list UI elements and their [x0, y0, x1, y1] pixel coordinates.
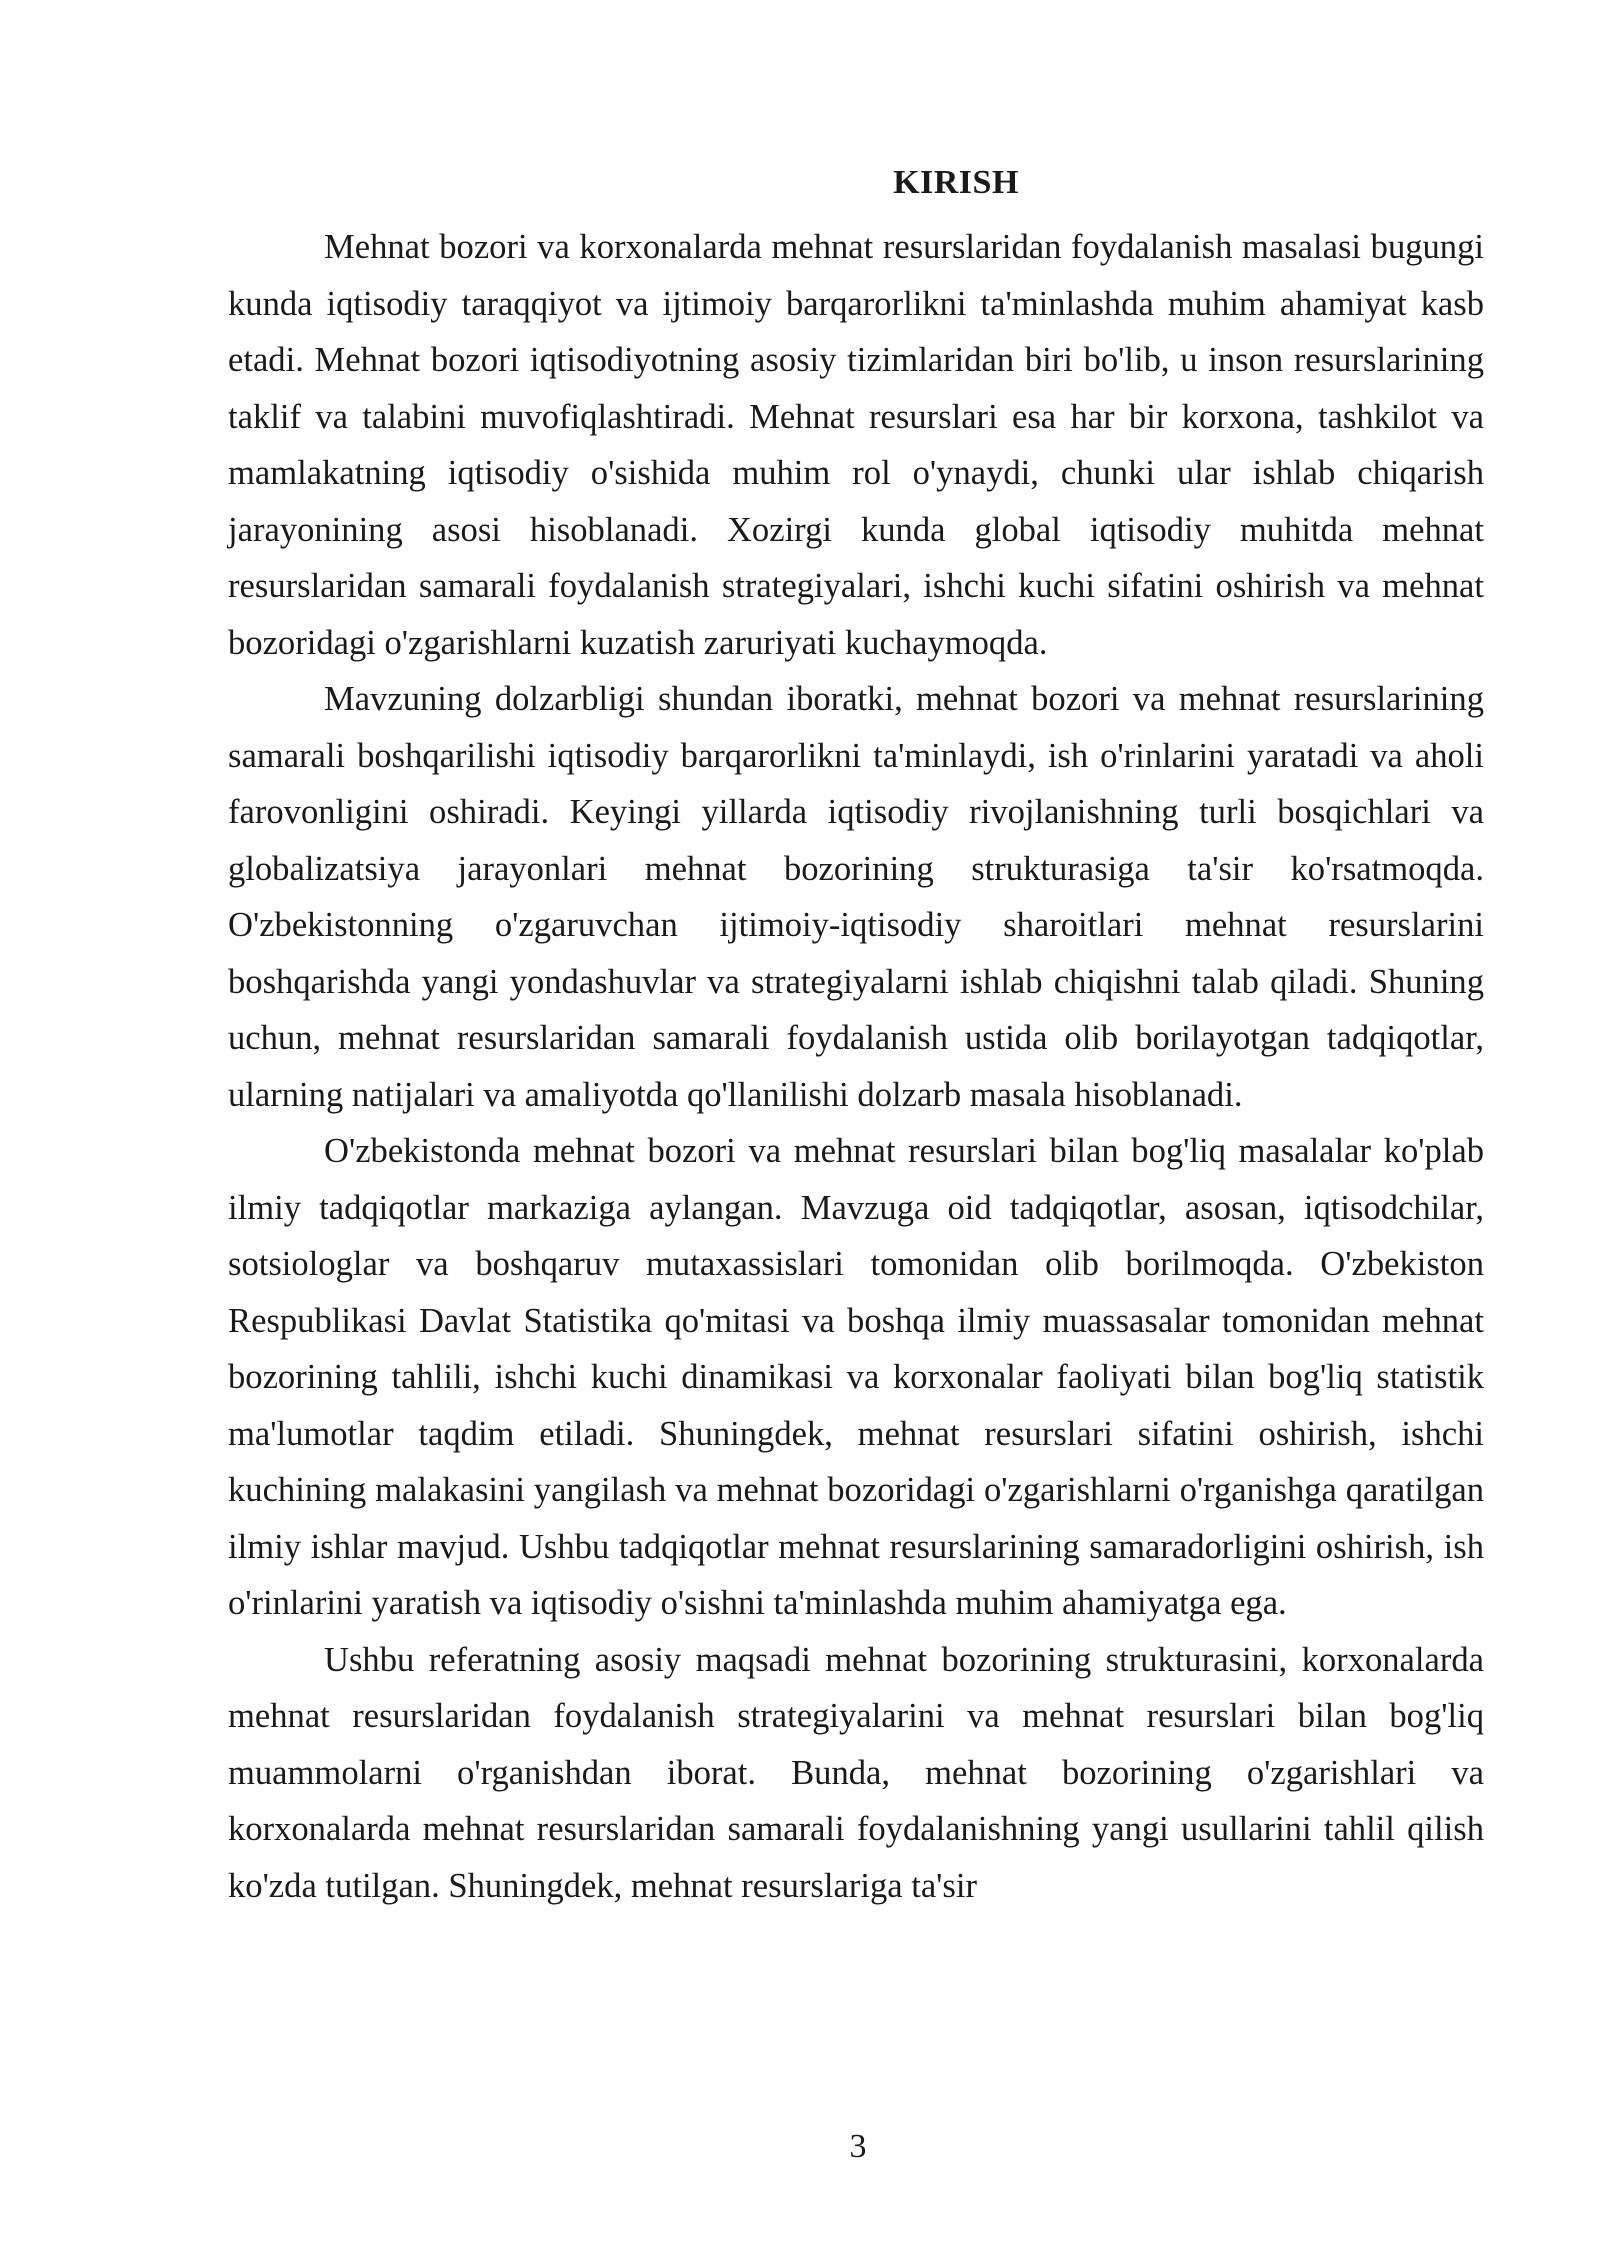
section-heading: KIRISH — [893, 164, 1019, 201]
paragraph-1: Mehnat bozori va korxonalarda mehnat resurslaridan foydalanish masalasi bugungi kunda iqtisodiy taraqqiyot va ijtimoiy barqarorlikni ta'minlashda muhim ahamiyat kasb etadi. Mehnat bozori iqtisodiyotning asosiy tizimlaridan biri bo'lib, u inson resurslarining taklif va talabini muvofiqlashtiradi. Mehnat resurslari esa har bir korxona, tashkilot va mamlakatning iqtisodiy o'sishida muhim rol o'ynaydi, chunki ular ishlab chiqarish jarayonining asosi hisoblanadi. Xozirgi kunda global iqtisodiy muhitda mehnat resurslaridan samarali foydalanish strategiyalari, ishchi kuchi sifatini oshirish va mehnat bozoridagi o'zgarishlarni kuzatish zaruriyati kuchaymoqda. — [228, 228, 1484, 662]
paragraph-3: O'zbekistonda mehnat bozori va mehnat resurslari bilan bog'liq masalalar ko'plab ilmiy tadqiqotlar markaziga aylangan. Mavzuga oid tadqiqotlar, asosan, iqtisodchilar, sotsiologlar va boshqaruv mutaxassislari tomonidan olib borilmoqda. O'zbekiston Respublikasi Davlat Statistika qo'mitasi va boshqa ilmiy muassasalar tomonidan mehnat bozorining tahlili, ishchi kuchi dinamikasi va korxonalar faoliyati bilan bog'liq statistik ma'lumotlar taqdim etiladi. Shuningdek, mehnat resurslari sifatini oshirish, ishchi kuchining malakasini yangilash va mehnat bozoridagi o'zgarishlarni o'rganishga qaratilgan ilmiy ishlar mavjud. Ushbu tadqiqotlar mehnat resurslarining samaradorligini oshirish, ish o'rinlarini yaratish va iqtisodiy o'sishni ta'minlashda muhim ahamiyatga ega. — [228, 1132, 1484, 1622]
paragraph-2: Mavzuning dolzarbligi shundan iboratki, mehnat bozori va mehnat resurslarining samarali boshqarilishi iqtisodiy barqarorlikni ta'minlaydi, ish o'rinlarini yaratadi va aholi farovonligini oshiradi. Keyingi yillarda iqtisodiy rivojlanishning turli bosqichlari va globalizatsiya jarayonlari mehnat bozorining strukturasiga ta'sir ko'rsatmoqda. O'zbekistonning o'zgaruvchan ijtimoiy-iqtisodiy sharoitlari mehnat resurslarini boshqarishda yangi yondashuvlar va strategiyalarni ishlab chiqishni talab qiladi. Shuning uchun, mehnat resurslaridan samarali foydalanish ustida olib borilayotgan tadqiqotlar, ularning natijalari va amaliyotda qo'llanilishi dolzarb masala hisoblanadi. — [228, 680, 1484, 1114]
page-content — [228, 163, 1484, 1914]
page-number: 3 — [849, 2128, 867, 2165]
paragraph-4: Ushbu referatning asosiy maqsadi mehnat bozorining strukturasini, korxonalarda mehnat resurslaridan foydalanish strategiyalarini va mehnat resurslari bilan bog'liq muammolarni o'rganishdan iborat. Bunda, mehnat bozorining o'zgarishlari va korxonalarda mehnat resurslaridan samarali foydalanishning yangi usullarini tahlil qilish ko'zda tutilgan. Shuningdek, mehnat resurslariga ta'sir — [228, 1640, 1484, 1905]
